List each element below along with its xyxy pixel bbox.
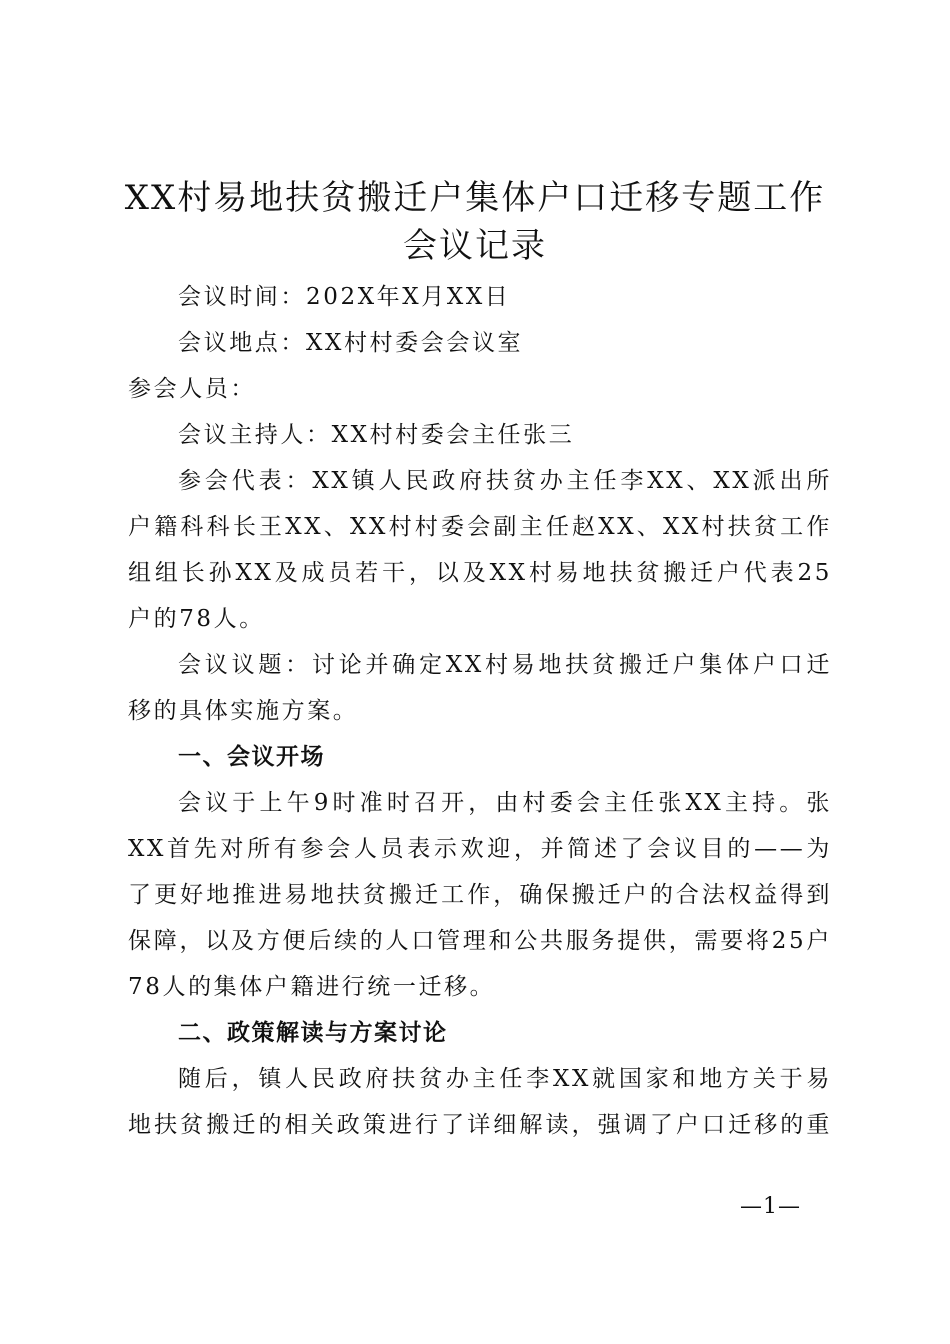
section-1-heading: 一、会议开场 (178, 744, 325, 770)
section-1-line: XX首先对所有参会人员表示欢迎，并简述了会议目的——为 (128, 836, 832, 862)
attendees-label-text: 参会人员： (128, 376, 256, 402)
section-1-line: 会议于上午9时准时召开，由村委会主任张XX主持。张 (178, 790, 832, 816)
representatives-line: 户的78人。 (128, 606, 265, 632)
section-2-paragraph (128, 1056, 832, 1148)
document-title-line-1: XX村易地扶贫搬迁户集体户口迁移专题工作 (124, 178, 826, 218)
section-1-paragraph (128, 780, 832, 1010)
section-2-line: 地扶贫搬迁的相关政策进行了详细解读，强调了户口迁移的重 (128, 1112, 832, 1138)
section-2-line: 随后，镇人民政府扶贫办主任李XX就国家和地方关于易 (178, 1066, 832, 1092)
document-title-line-2: 会议记录 (403, 226, 547, 266)
topic-line: 移的具体实施方案。 (128, 698, 359, 724)
section-1-line: 保障，以及方便后续的人口管理和公共服务提供，需要将25户 (128, 928, 832, 954)
representatives-line: 户籍科科长王XX、XX村村委会副主任赵XX、XX村扶贫工作 (128, 514, 832, 540)
topic-line: 会议议题：讨论并确定XX村易地扶贫搬迁户集体户口迁 (178, 652, 832, 678)
meeting-host (128, 412, 832, 458)
meeting-time (128, 274, 832, 320)
meeting-place-text: 会议地点：XX村村委会会议室 (178, 330, 524, 356)
meeting-time-text: 会议时间：202X年X月XX日 (178, 284, 511, 310)
meeting-host-text: 会议主持人：XX村村委会主任张三 (178, 422, 575, 448)
representatives-line: 组组长孙XX及成员若干，以及XX村易地扶贫搬迁户代表25 (128, 560, 832, 586)
representatives-line: 参会代表：XX镇人民政府扶贫办主任李XX、XX派出所 (178, 468, 832, 494)
attendees-label (128, 366, 832, 412)
section-1-line: 了更好地推进易地扶贫搬迁工作，确保搬迁户的合法权益得到 (128, 882, 832, 908)
meeting-place (128, 320, 832, 366)
representatives-paragraph (128, 458, 832, 642)
document-body (128, 274, 832, 1148)
section-2-heading: 二、政策解读与方案讨论 (178, 1020, 448, 1046)
page-number: —1— (740, 1194, 801, 1219)
section-1-line: 78人的集体户籍进行统一迁移。 (128, 974, 496, 1000)
topic-paragraph (128, 642, 832, 734)
